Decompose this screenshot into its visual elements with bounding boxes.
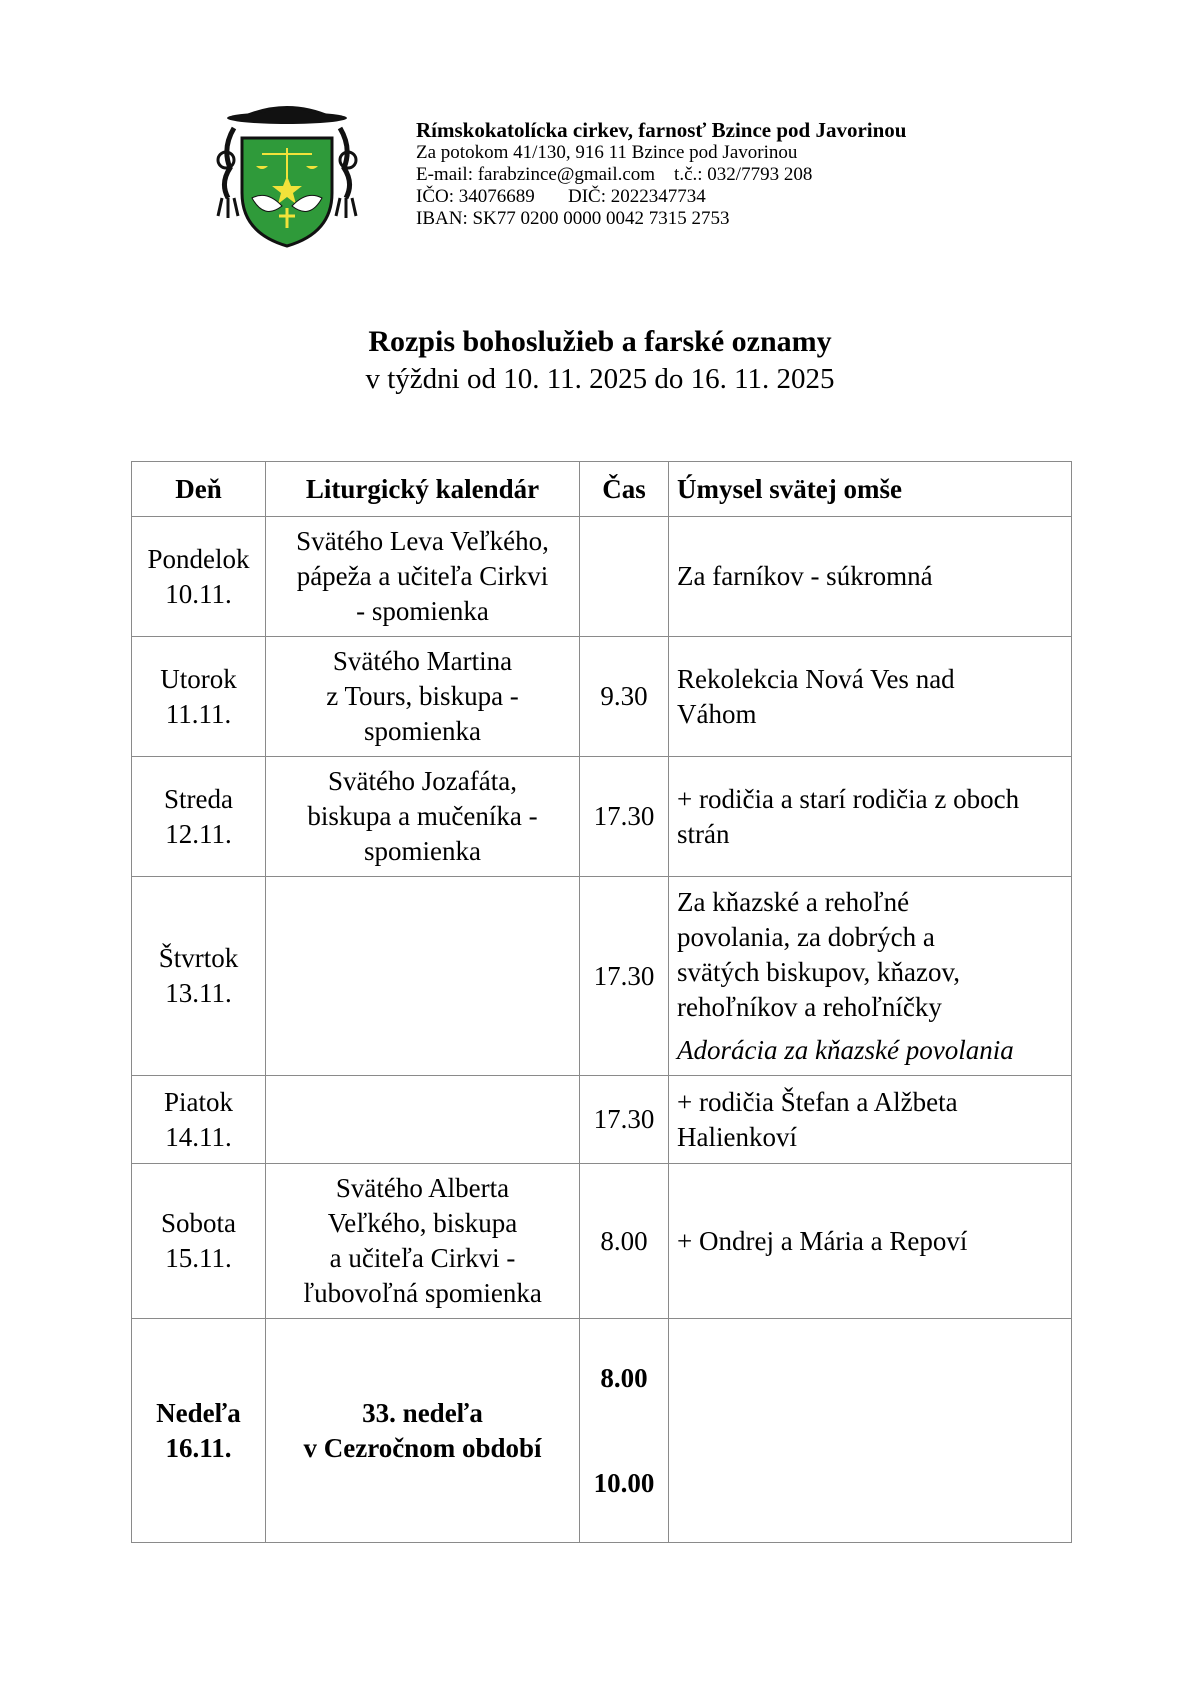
day-cell — [132, 757, 266, 877]
day-cell — [132, 1319, 266, 1543]
intention-cell — [669, 637, 1072, 757]
intention-line: + Ondrej a Mária a Repoví — [677, 1225, 968, 1256]
header-day: Deň — [132, 462, 266, 517]
liturgy-line: ľubovoľná spomienka — [303, 1278, 542, 1308]
time-value: 10.00 — [593, 1467, 655, 1498]
day-date: 16.11. — [165, 1432, 232, 1463]
time-cell — [580, 1076, 669, 1164]
schedule-table — [131, 461, 1072, 1543]
liturgy-line: v Cezročnom období — [303, 1432, 542, 1463]
intention-line: Halienkoví — [677, 1121, 797, 1152]
intention-line: strán — [677, 818, 730, 849]
liturgy-line: a učiteľa Cirkvi - — [329, 1243, 516, 1273]
intention-line: + rodičia a starí rodičia z oboch — [677, 783, 1020, 814]
intention-line: Za kňazské a rehoľné — [677, 886, 910, 917]
liturgy-line: z Tours, biskupa - — [326, 681, 519, 711]
intention-line: rehoľníkov a rehoľníčky — [677, 991, 942, 1022]
liturgy-cell — [266, 1164, 580, 1319]
time-value — [588, 559, 660, 594]
header-time: Čas — [580, 462, 669, 517]
day-name: Streda — [164, 783, 233, 814]
intention-line: Rekolekcia Nová Ves nad — [677, 663, 955, 694]
table-row — [132, 637, 1072, 757]
liturgy-line: - spomienka — [356, 596, 489, 626]
page-subtitle: v týždni od 10. 11. 2025 do 16. 11. 2025 — [365, 363, 835, 395]
intention-cell — [669, 877, 1072, 1076]
day-date: 13.11. — [165, 978, 232, 1008]
header-liturgy: Liturgický kalendár — [266, 462, 580, 517]
time-value: 8.00 — [600, 1362, 648, 1393]
liturgy-line: spomienka — [364, 716, 481, 746]
liturgy-line: Svätého Alberta — [335, 1173, 510, 1203]
day-name: Nedeľa — [156, 1397, 241, 1428]
table-row — [132, 757, 1072, 877]
table-row — [132, 517, 1072, 637]
page-title: Rozpis bohoslužieb a farské oznamy — [368, 325, 832, 358]
day-date: 15.11. — [165, 1243, 232, 1273]
time-cell — [580, 757, 669, 877]
intention-line: povolania, za dobrých a — [677, 921, 935, 952]
intention-cell — [669, 1319, 1072, 1543]
liturgy-line: Svätého Leva Veľkého, — [296, 526, 549, 556]
parish-header — [416, 118, 906, 230]
table-row — [132, 877, 1072, 1076]
iban-line: IBAN: SK77 0200 0000 0042 7315 2753 — [416, 208, 730, 229]
table-row — [132, 1164, 1072, 1319]
intention-cell — [669, 1076, 1072, 1164]
intention-line — [677, 1413, 1063, 1448]
intention-line: Váhom — [677, 698, 757, 729]
day-name: Utorok — [160, 663, 237, 694]
intention-cell — [669, 1164, 1072, 1319]
day-date: 12.11. — [165, 818, 232, 849]
ids-line: IČO: 34076689 DIČ: 2022347734 — [416, 186, 706, 207]
time-cell — [580, 877, 669, 1076]
liturgy-cell — [266, 1076, 580, 1164]
day-date: 11.11. — [165, 698, 232, 729]
liturgy-line: 33. nedeľa — [362, 1397, 483, 1428]
table-header-row — [132, 462, 1072, 517]
day-cell — [132, 1164, 266, 1319]
contact-line: E-mail: farabzince@gmail.com t.č.: 032/7793 208 — [416, 164, 813, 185]
time-value: 8.00 — [600, 1225, 648, 1256]
table-row — [132, 1319, 1072, 1543]
intention-line: + rodičia Štefan a Alžbeta — [677, 1086, 958, 1117]
liturgy-line: biskupa a mučeníka - — [307, 801, 538, 831]
liturgy-cell — [266, 1319, 580, 1543]
day-date: 14.11. — [165, 1121, 232, 1152]
time-value: 17.30 — [593, 1104, 655, 1134]
time-value: 9.30 — [600, 681, 648, 711]
day-cell — [132, 517, 266, 637]
time-cell — [580, 1164, 669, 1319]
table-row — [132, 1076, 1072, 1164]
time-value: 17.30 — [593, 960, 655, 991]
time-value: 17.30 — [593, 801, 655, 831]
header-intention: Úmysel svätej omše — [669, 462, 1072, 517]
liturgy-cell — [266, 877, 580, 1076]
liturgy-cell — [266, 517, 580, 637]
day-name: Piatok — [163, 1086, 233, 1117]
intention-cell — [669, 757, 1072, 877]
liturgy-cell — [266, 757, 580, 877]
day-name: Sobota — [160, 1208, 236, 1238]
day-name: Pondelok — [147, 543, 250, 574]
day-name: Štvrtok — [158, 943, 239, 973]
intention-note: Adorácia za kňazské povolania — [677, 1034, 1014, 1065]
liturgy-line: spomienka — [364, 836, 481, 866]
liturgy-line: Veľkého, biskupa — [327, 1208, 518, 1238]
day-cell — [132, 637, 266, 757]
day-cell — [132, 877, 266, 1076]
liturgy-line: Svätého Jozafáta, — [328, 766, 517, 796]
intention-line: svätých biskupov, kňazov, — [677, 956, 960, 987]
liturgy-line: Svätého Martina — [332, 646, 513, 676]
liturgy-line: pápeža a učiteľa Cirkvi — [296, 561, 549, 591]
liturgy-line — [274, 959, 571, 994]
liturgy-cell — [266, 637, 580, 757]
address: Za potokom 41/130, 916 11 Bzince pod Javorinou — [416, 142, 798, 163]
time-cell — [580, 1319, 669, 1543]
time-cell — [580, 637, 669, 757]
organization-name: Rímskokatolícka cirkev, farnosť Bzince pod Javorinou — [416, 118, 907, 142]
day-cell — [132, 1076, 266, 1164]
day-date: 10.11. — [165, 578, 232, 609]
parish-crest-icon — [212, 98, 362, 250]
liturgy-line — [274, 1102, 571, 1137]
intention-cell — [669, 517, 1072, 637]
time-cell — [580, 517, 669, 637]
intention-line: Za farníkov - súkromná — [677, 561, 933, 591]
